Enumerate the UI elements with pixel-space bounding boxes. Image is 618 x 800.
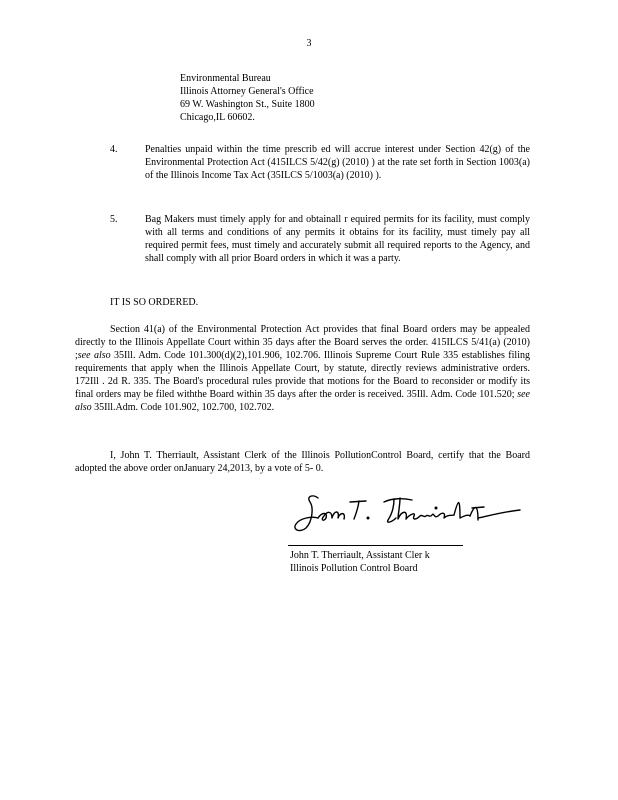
see-also-citation: see also [75, 389, 530, 413]
page-number: 3 [306, 38, 312, 49]
appeal-notice-paragraph [75, 323, 530, 414]
order-item-4 [110, 143, 530, 182]
item-text: Penalties unpaid within the time prescrib ed will accrue interest under Section 42(g) of the Environmental Protection Act (415ILCS 5/42(g) (2010) ) at the rate set forth in Section 1003(a) of the Illinois Income Tax Act (35ILCS 5/1003(a) (2010) ). [145, 144, 530, 181]
address-line: Environmental Bureau [180, 73, 271, 84]
signer-block [290, 549, 430, 575]
see-also-citation: see also [77, 350, 111, 361]
address-line: 69 W. Washington St., Suite 1800 [180, 99, 315, 110]
item-text: Bag Makers must timely apply for and obtainall r equired permits for its facility, must comply with all terms and conditions of any permits it obtains for its facility, must timely pay all required permit fees, must timely and accurately submit all required reports to the Agency, and shall comply with all prior Board orders in which it was a party. [145, 214, 530, 264]
certification-paragraph: I, John T. Therriault, Assistant Clerk of the Illinois PollutionControl Board, certify that the Board adopted the above order onJanuary 24,2013, by a vote of 5- 0. [75, 450, 530, 474]
item-number: 5. [110, 214, 118, 225]
order-item-5 [110, 213, 530, 265]
signer-organization: Illinois Pollution Control Board [290, 563, 418, 574]
so-ordered-heading: IT IS SO ORDERED. [110, 297, 199, 308]
notice-text: 35Ill. Adm. Code 101.300(d)(2),101.906, 102.706. Illinois Supreme Court Rule 335 establishes filing requirements that apply when the Illinois Appellate Court, by statute, directly reviews administrative orders. 172Ill . 2d R. 335. The Board's procedural rules provide that motions for the Board to reconsider or modify its final orders may be filed withthe Board within 35 days after the order is received. 35Ill. Adm. Code 101.520; [75, 350, 530, 400]
item-number: 4. [110, 144, 118, 155]
address-block [180, 72, 315, 124]
address-line: Illinois Attorney General's Office [180, 86, 314, 97]
notice-text: 35Ill.Adm. Code 101.902, 102.700, 102.702. [91, 402, 275, 413]
signer-name: John T. Therriault, Assistant Cler k [290, 550, 430, 561]
address-line: Chicago,IL 60602. [180, 112, 255, 123]
signature-line [288, 545, 463, 546]
notice-text: Section 41(a) of the Environmental Protection Act provides that final Board orders may be appealed directly to the Illinois Appellate Court within 35 days after the Board serves the order. 415ILCS 5/41(a) (2010) ; [75, 324, 530, 361]
handwritten-signature [288, 488, 528, 538]
